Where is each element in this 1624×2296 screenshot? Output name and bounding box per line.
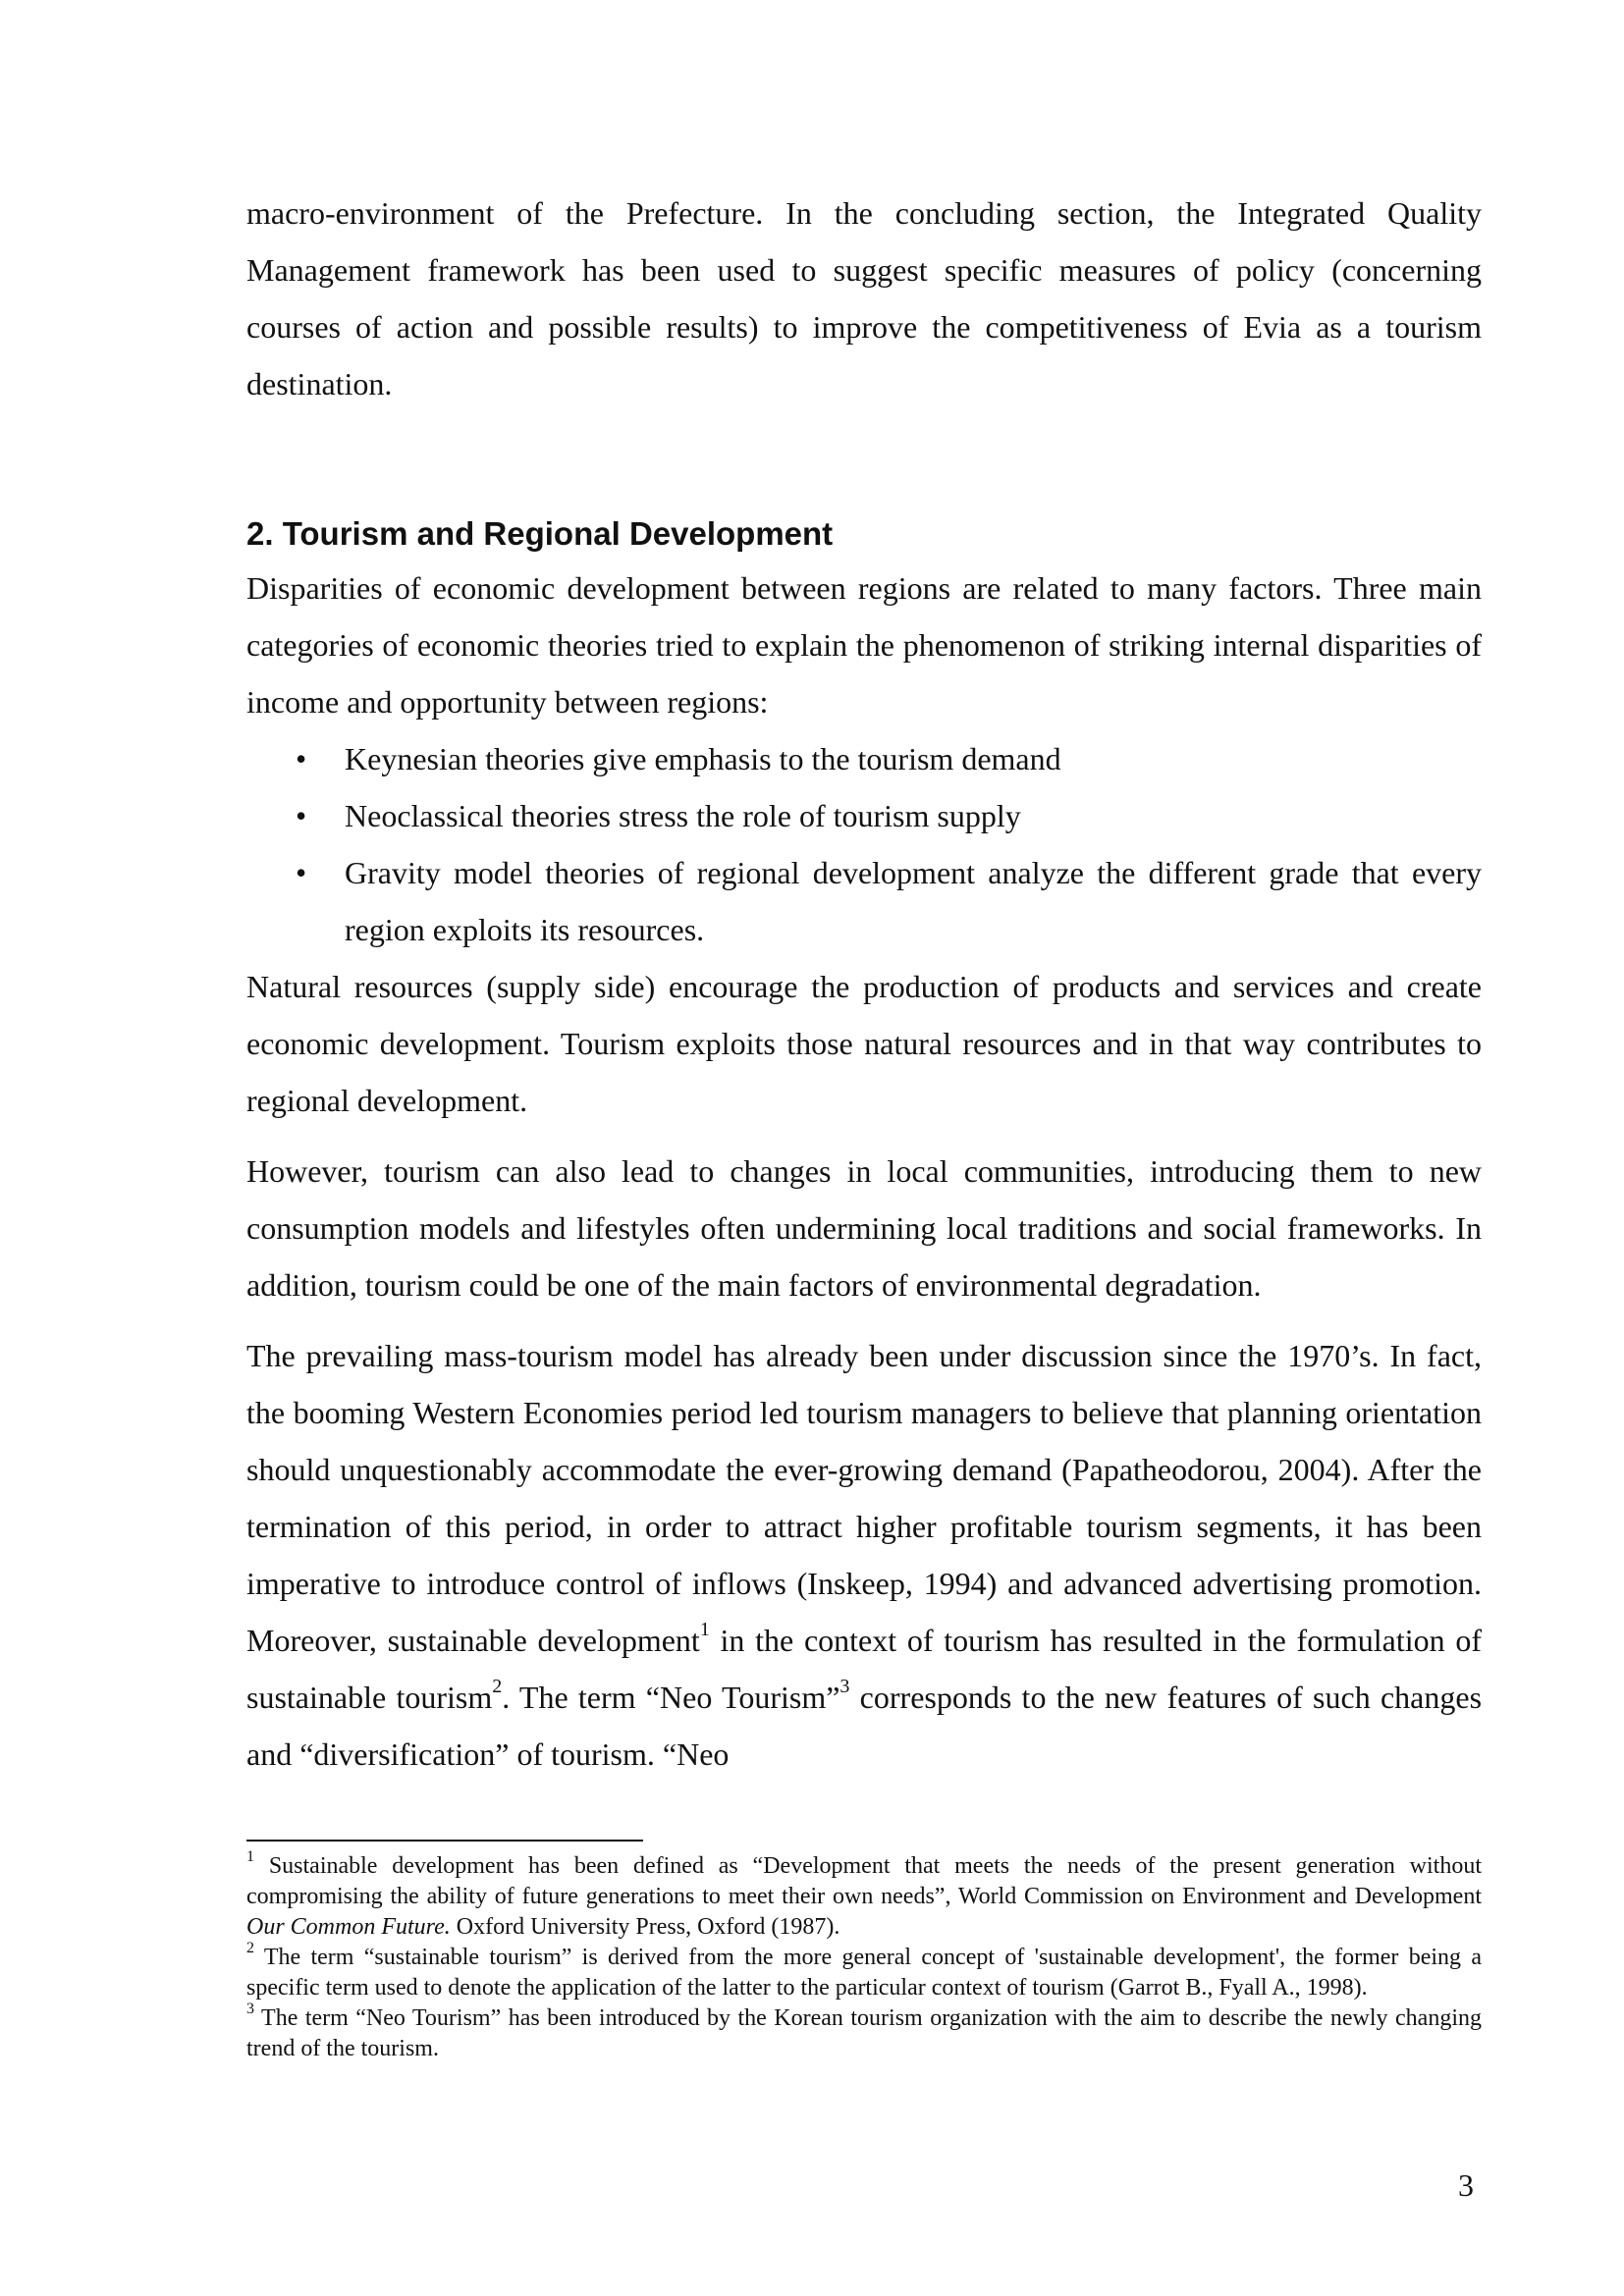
footnote-text: The term “Neo Tourism” has been introduced by the Korean tourism organization with the aim to describe the newly changing trend of the tourism. [246, 2005, 1482, 2061]
theory-bullet-list [246, 730, 1482, 958]
footnote-1 [246, 1848, 1482, 1943]
footnote-number: 2 [246, 1940, 254, 1956]
footnote-text: Oxford University Press, Oxford (1987). [450, 1914, 840, 1940]
footnote-book-title: Our Common Future. [246, 1914, 451, 1940]
paragraph-text: . The term “Neo Tourism” [502, 1680, 840, 1715]
footnote-ref-3[interactable]: 3 [839, 1676, 850, 1698]
list-item [246, 787, 1482, 844]
footnote-divider [246, 1840, 643, 1842]
footnote-2 [246, 1940, 1482, 2003]
paragraph-text: corresponds to the new features of such changes and “diversification” of tourism. “Neo [246, 1680, 1483, 1772]
list-item-text: Keynesian theories give emphasis to the tourism demand [345, 741, 1061, 776]
footnote-ref-2[interactable]: 2 [492, 1676, 503, 1698]
footnote-3 [246, 2003, 1482, 2064]
paragraph-text: in the context of tourism has resulted in the formulation of sustainable tourism [246, 1623, 1483, 1715]
section-paragraph-4 [246, 1327, 1482, 1783]
section-paragraph-3: However, tourism can also lead to changes in local communities, introducing them to new consumption models and lifestyles often undermining local traditions and social frameworks. In addition, tourism could be one of the main factors of environmental degradation. [246, 1153, 1482, 1303]
list-item [246, 730, 1482, 787]
list-item-text: Neoclassical theories stress the role of tourism supply [345, 798, 1021, 833]
section-paragraph-1: Disparities of economic development between regions are related to many factors. Three main categories of economic theories tried to explain the phenomenon of striking internal disparities of income and opportunity between regions: [246, 570, 1482, 720]
section-paragraph-2: Natural resources (supply side) encourage the production of products and services and create economic development. Tourism exploits those natural resources and in that way contributes to regional development. [246, 969, 1482, 1118]
list-item [246, 844, 1482, 958]
bullet-icon: • [296, 798, 307, 833]
section-heading: 2. Tourism and Regional Development [246, 515, 834, 552]
bullet-icon: • [296, 855, 307, 890]
footnote-ref-1[interactable]: 1 [699, 1619, 710, 1641]
footnote-text: The term “sustainable tourism” is derived from the more general concept of 'sustainable development', the former being a specific term used to denote the application of the latter to the particular context of tourism (Garrot B., Fyall A., 1998). [246, 1945, 1482, 2001]
footnote-number: 3 [246, 2001, 254, 2017]
footnotes [246, 1848, 1482, 2064]
section-body [246, 560, 1482, 1783]
list-item-text: Gravity model theories of regional development analyze the different grade that every region exploits its resources. [345, 855, 1482, 947]
page-number: 3 [1458, 2167, 1474, 2203]
intro-block [246, 185, 1482, 412]
footnote-number: 1 [246, 1848, 254, 1865]
paragraph-text: The prevailing mass-tourism model has already been under discussion since the 1970’s. In fact, the booming Western Economies period led tourism managers to believe that planning orientation should unquestionably accommodate the ever-growing demand (Papatheodorou, 2004). After the termination of this period, in order to attract higher profitable tourism segments, it has been imperative to introduce control of inflows (Inskeep, 1994) and advanced advertising promotion. Moreover, sustainable development [246, 1338, 1482, 1658]
footnote-text: Sustainable development has been defined as “Development that meets the needs of the present generation without compromising the ability of future generations to meet their own needs”, World Commission on Environment and Development [246, 1853, 1482, 1909]
bullet-icon: • [296, 741, 307, 776]
intro-paragraph: macro-environment of the Prefecture. In the concluding section, the Integrated Quality Management framework has been used to suggest specific measures of policy (concerning courses of action and possible results) to improve the competitiveness of Evia as a tourism destination. [246, 195, 1482, 401]
